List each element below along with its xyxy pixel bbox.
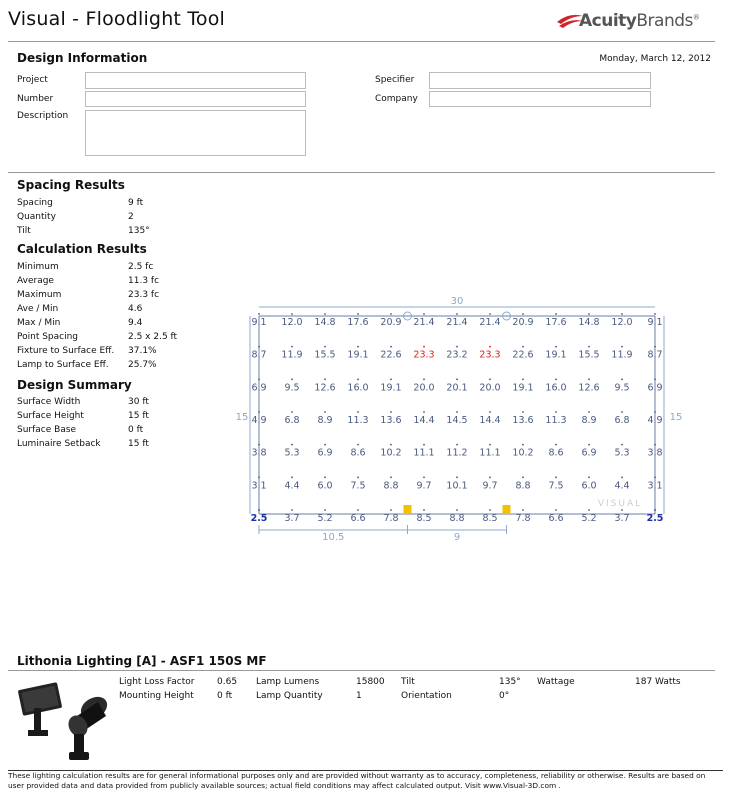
number-field[interactable]	[85, 91, 306, 107]
disclaimer-text: These lighting calculation results are for general informational purposes only and are provided without warranty as to accuracy, completeness, reliability or otherwise. Results are based on user provided data and data provided from publicly available sources; actual field conditions may affect calculated output. Visit www.Visual-3D.com .	[8, 771, 706, 790]
calc-key: Average	[17, 276, 54, 286]
grid-value: 20.0	[413, 382, 435, 394]
grid-point-dot	[357, 444, 359, 446]
floodlight-icon	[14, 678, 116, 768]
calc-value: 2.5 x 2.5 ft	[128, 332, 178, 342]
orientation-value: 0°	[499, 691, 510, 701]
grid-value: 6.9	[251, 382, 267, 394]
grid-point-dot	[654, 313, 656, 315]
grid-point-dot	[390, 378, 392, 380]
grid-value: 11.9	[611, 349, 633, 361]
grid-value: 3.8	[647, 447, 663, 459]
grid-value: 13.6	[512, 415, 534, 426]
grid-value: 14.8	[314, 317, 336, 328]
llf-label: Light Loss Factor	[119, 677, 195, 687]
grid-value: 11.1	[413, 447, 435, 459]
grid-point-dot	[555, 444, 557, 446]
calc-value: 4.6	[128, 304, 143, 314]
grid-point-dot	[489, 444, 491, 446]
grid-value: 20.9	[380, 317, 402, 328]
summary-key: Surface Width	[17, 397, 81, 407]
fixture-marker	[404, 505, 412, 514]
grid-value: 9.1	[647, 317, 663, 328]
grid-point-dot	[423, 378, 425, 380]
calc-value: 37.1%	[128, 346, 157, 356]
grid-point-dot	[357, 476, 359, 478]
grid-point-dot	[357, 411, 359, 413]
grid-value: 19.1	[347, 349, 369, 361]
grid-point-dot	[456, 411, 458, 413]
lamp-quantity-label: Lamp Quantity	[256, 691, 323, 701]
calc-key: Lamp to Surface Eff.	[17, 360, 109, 370]
grid-value: 4.4	[614, 480, 630, 492]
grid-value: 8.7	[647, 349, 663, 361]
width-dim-label: 30	[450, 296, 464, 307]
calc-value: 9.4	[128, 318, 143, 328]
specifier-field[interactable]	[429, 72, 651, 89]
illuminance-grid	[235, 292, 683, 543]
grid-point-dot	[258, 378, 260, 380]
summary-value: 0 ft	[128, 425, 144, 435]
grid-point-dot	[390, 411, 392, 413]
grid-point-dot	[324, 444, 326, 446]
llf-value: 0.65	[217, 677, 238, 687]
summary-value: 15 ft	[128, 411, 149, 421]
grid-value: 12.0	[281, 317, 303, 328]
grid-point-dot	[522, 444, 524, 446]
grid-value: 8.9	[581, 415, 597, 426]
acuity-brands-logo	[555, 10, 720, 36]
design-summary-heading: Design Summary	[17, 378, 132, 392]
specifier-label: Specifier	[375, 75, 415, 85]
grid-point-dot	[357, 346, 359, 348]
calc-value: 2.5 fc	[128, 262, 154, 272]
grid-point-dot	[654, 476, 656, 478]
grid-value: 10.2	[512, 447, 534, 459]
grid-point-dot	[291, 509, 293, 511]
grid-point-dot	[621, 378, 623, 380]
calc-value: 23.3 fc	[128, 290, 160, 300]
grid-value: 7.8	[383, 513, 399, 524]
grid-value: 20.1	[446, 382, 468, 394]
grid-value: 14.4	[479, 415, 501, 426]
grid-point-dot	[423, 444, 425, 446]
grid-value: 13.6	[380, 415, 402, 426]
grid-point-dot	[423, 509, 425, 511]
grid-value: 6.6	[548, 513, 564, 524]
grid-point-dot	[654, 444, 656, 446]
grid-point-dot	[291, 378, 293, 380]
project-label: Project	[17, 75, 48, 85]
grid-value: 23.3	[479, 349, 501, 361]
page-title: Visual - Floodlight Tool	[8, 8, 226, 30]
fixture-marker	[503, 505, 511, 514]
grid-value: 23.3	[413, 349, 435, 361]
grid-value: 22.6	[380, 349, 402, 361]
calc-key: Ave / Min	[17, 304, 59, 314]
calc-key: Minimum	[17, 262, 59, 272]
illuminance-grid-svg	[235, 292, 683, 543]
calc-key: Max / Min	[17, 318, 61, 328]
grid-point-dot	[324, 313, 326, 315]
design-info-divider	[8, 172, 715, 173]
spacing-value: 135°	[128, 226, 150, 236]
grid-point-dot	[588, 509, 590, 511]
grid-point-dot	[555, 411, 557, 413]
calc-key: Maximum	[17, 290, 62, 300]
grid-value: 11.3	[347, 415, 369, 426]
grid-value: 4.9	[251, 415, 267, 426]
calc-key: Point Spacing	[17, 332, 79, 342]
grid-value: 14.4	[413, 415, 435, 426]
spacing-value: 9 ft	[128, 198, 144, 208]
grid-value: 19.1	[380, 382, 402, 394]
grid-value: 9.7	[416, 480, 432, 492]
grid-value: 12.6	[314, 382, 336, 394]
grid-point-dot	[390, 444, 392, 446]
grid-value: 5.2	[581, 513, 597, 524]
grid-point-dot	[522, 313, 524, 315]
grid-point-dot	[456, 476, 458, 478]
grid-value: 3.1	[647, 480, 663, 492]
tilt-label: Tilt	[401, 677, 415, 687]
grid-point-dot	[324, 378, 326, 380]
setback-dim-label: 10.5	[322, 532, 345, 543]
spacing-key: Quantity	[17, 212, 56, 222]
grid-point-dot	[258, 346, 260, 348]
grid-value: 23.2	[446, 349, 468, 361]
grid-value: 11.9	[281, 349, 303, 361]
luminaire-divider	[8, 670, 715, 671]
grid-point-dot	[621, 444, 623, 446]
calc-key: Fixture to Surface Eff.	[17, 346, 115, 356]
grid-point-dot	[258, 313, 260, 315]
grid-value: 3.8	[251, 447, 267, 459]
grid-value: 8.8	[515, 480, 531, 492]
grid-value: 7.5	[350, 480, 366, 492]
design-info-heading: Design Information	[17, 51, 148, 65]
grid-value: 8.9	[317, 415, 333, 426]
company-label: Company	[375, 94, 418, 104]
grid-value: 22.6	[512, 349, 534, 361]
grid-point-dot	[291, 313, 293, 315]
grid-point-dot	[522, 411, 524, 413]
description-field[interactable]	[85, 110, 306, 156]
grid-point-dot	[654, 346, 656, 348]
grid-point-dot	[489, 346, 491, 348]
grid-point-dot	[621, 509, 623, 511]
spacing-results-heading: Spacing Results	[17, 178, 125, 192]
grid-value: 16.0	[545, 382, 567, 394]
lamp-quantity-value: 1	[356, 691, 362, 701]
report-date: Monday, March 12, 2012	[599, 54, 711, 64]
mounting-height-label: Mounting Height	[119, 691, 194, 701]
grid-point-dot	[357, 509, 359, 511]
spacing-dim-label: 9	[453, 532, 461, 543]
grid-value: 7.8	[515, 513, 531, 524]
floodlight-image	[14, 678, 116, 768]
grid-value: 12.6	[578, 382, 600, 394]
grid-value: 2.5	[250, 513, 268, 524]
grid-value: 6.0	[317, 480, 333, 492]
grid-point-dot	[555, 346, 557, 348]
grid-point-dot	[588, 411, 590, 413]
grid-value: 19.1	[512, 382, 534, 394]
grid-point-dot	[621, 476, 623, 478]
grid-value: 21.4	[446, 317, 468, 328]
grid-point-dot	[390, 509, 392, 511]
grid-value: 10.2	[380, 447, 402, 459]
grid-point-dot	[555, 313, 557, 315]
grid-point-dot	[654, 378, 656, 380]
grid-point-dot	[489, 509, 491, 511]
grid-value: 6.9	[317, 447, 333, 459]
grid-value: 5.2	[317, 513, 333, 524]
spacing-key: Tilt	[17, 226, 31, 236]
grid-point-dot	[588, 476, 590, 478]
grid-value: 10.1	[446, 480, 468, 492]
grid-value: 6.0	[581, 480, 597, 492]
summary-key: Surface Height	[17, 411, 84, 421]
grid-point-dot	[555, 476, 557, 478]
grid-value: 8.5	[416, 513, 432, 524]
orientation-label: Orientation	[401, 691, 452, 701]
grid-point-dot	[654, 509, 656, 511]
grid-point-dot	[291, 346, 293, 348]
grid-value: 2.5	[646, 513, 664, 524]
grid-value: 6.9	[581, 447, 597, 459]
summary-value: 30 ft	[128, 397, 149, 407]
grid-point-dot	[291, 444, 293, 446]
grid-point-dot	[423, 313, 425, 315]
grid-point-dot	[324, 509, 326, 511]
grid-point-dot	[390, 346, 392, 348]
grid-point-dot	[621, 313, 623, 315]
grid-point-dot	[588, 378, 590, 380]
mounting-height-value: 0 ft	[217, 691, 233, 701]
grid-value: 5.3	[284, 447, 300, 459]
grid-value: 8.6	[548, 447, 564, 459]
grid-point-dot	[522, 378, 524, 380]
grid-point-dot	[522, 509, 524, 511]
grid-point-dot	[522, 476, 524, 478]
grid-value: 11.1	[479, 447, 501, 459]
grid-value: 6.6	[350, 513, 366, 524]
grid-point-dot	[390, 476, 392, 478]
grid-value: 4.4	[284, 480, 300, 492]
registered-mark: ®	[692, 13, 700, 22]
grid-value: 14.8	[578, 317, 600, 328]
grid-point-dot	[423, 476, 425, 478]
grid-point-dot	[621, 411, 623, 413]
lamp-lumens-label: Lamp Lumens	[256, 677, 320, 687]
grid-value: 3.7	[284, 513, 300, 524]
grid-value: 19.1	[545, 349, 567, 361]
grid-value: 6.8	[614, 415, 630, 426]
grid-value: 8.5	[482, 513, 498, 524]
grid-point-dot	[489, 378, 491, 380]
wattage-label: Wattage	[537, 677, 575, 687]
brand-name-a: Acuity	[579, 11, 637, 31]
grid-point-dot	[258, 476, 260, 478]
summary-key: Luminaire Setback	[17, 439, 101, 449]
grid-value: 5.3	[614, 447, 630, 459]
grid-value: 12.0	[611, 317, 633, 328]
lamp-lumens-value: 15800	[356, 677, 385, 687]
project-field[interactable]	[85, 72, 306, 89]
height-dim-label-left: 15	[235, 412, 249, 423]
grid-value: 11.2	[446, 447, 468, 459]
grid-value: 20.9	[512, 317, 534, 328]
calc-value: 25.7%	[128, 360, 157, 370]
grid-point-dot	[258, 509, 260, 511]
grid-value: 9.7	[482, 480, 498, 492]
grid-point-dot	[357, 378, 359, 380]
grid-value: 9.5	[614, 382, 630, 394]
grid-point-dot	[588, 444, 590, 446]
luminaire-title: Lithonia Lighting [A] - ASF1 150S MF	[17, 654, 267, 668]
grid-point-dot	[456, 313, 458, 315]
spacing-value: 2	[128, 212, 134, 222]
grid-point-dot	[621, 346, 623, 348]
grid-value: 15.5	[578, 349, 600, 361]
grid-value: 11.3	[545, 415, 567, 426]
grid-point-dot	[258, 444, 260, 446]
grid-value: 6.8	[284, 415, 300, 426]
grid-point-dot	[324, 346, 326, 348]
company-field[interactable]	[429, 91, 651, 107]
grid-point-dot	[423, 411, 425, 413]
grid-value: 9.5	[284, 382, 300, 394]
watermark-text: VISUAL	[597, 499, 643, 509]
summary-value: 15 ft	[128, 439, 149, 449]
grid-point-dot	[423, 346, 425, 348]
height-dim-label-right: 15	[669, 412, 683, 423]
grid-point-dot	[654, 411, 656, 413]
grid-point-dot	[456, 509, 458, 511]
grid-point-dot	[456, 378, 458, 380]
grid-point-dot	[489, 313, 491, 315]
grid-point-dot	[291, 476, 293, 478]
grid-value: 21.4	[413, 317, 435, 328]
wattage-value: 187 Watts	[635, 677, 681, 687]
grid-value: 17.6	[347, 317, 369, 328]
grid-point-dot	[357, 313, 359, 315]
grid-value: 8.8	[449, 513, 465, 524]
grid-value: 20.0	[479, 382, 501, 394]
grid-value: 3.7	[614, 513, 630, 524]
calc-results-heading: Calculation Results	[17, 242, 147, 256]
grid-value: 8.8	[383, 480, 399, 492]
grid-point-dot	[324, 476, 326, 478]
grid-point-dot	[390, 313, 392, 315]
grid-value: 7.5	[548, 480, 564, 492]
grid-point-dot	[489, 411, 491, 413]
grid-point-dot	[555, 509, 557, 511]
grid-point-dot	[324, 411, 326, 413]
header-divider	[8, 41, 715, 42]
grid-value: 14.5	[446, 415, 468, 426]
grid-point-dot	[588, 313, 590, 315]
grid-value: 8.7	[251, 349, 267, 361]
grid-value: 21.4	[479, 317, 501, 328]
description-label: Description	[17, 111, 69, 121]
grid-point-dot	[258, 411, 260, 413]
grid-value: 17.6	[545, 317, 567, 328]
grid-value: 9.1	[251, 317, 267, 328]
brand-name-b: Brands	[636, 11, 693, 31]
grid-value: 6.9	[647, 382, 663, 394]
grid-value: 16.0	[347, 382, 369, 394]
number-label: Number	[17, 94, 54, 104]
tilt-value: 135°	[499, 677, 521, 687]
grid-point-dot	[588, 346, 590, 348]
grid-point-dot	[489, 476, 491, 478]
grid-point-dot	[456, 346, 458, 348]
calc-value: 11.3 fc	[128, 276, 160, 286]
grid-point-dot	[555, 378, 557, 380]
grid-value: 15.5	[314, 349, 336, 361]
grid-point-dot	[291, 411, 293, 413]
grid-value: 3.1	[251, 480, 267, 492]
spacing-key: Spacing	[17, 198, 53, 208]
grid-point-dot	[456, 444, 458, 446]
grid-value: 8.6	[350, 447, 366, 459]
summary-key: Surface Base	[17, 425, 77, 435]
grid-value: 4.9	[647, 415, 663, 426]
grid-point-dot	[522, 346, 524, 348]
